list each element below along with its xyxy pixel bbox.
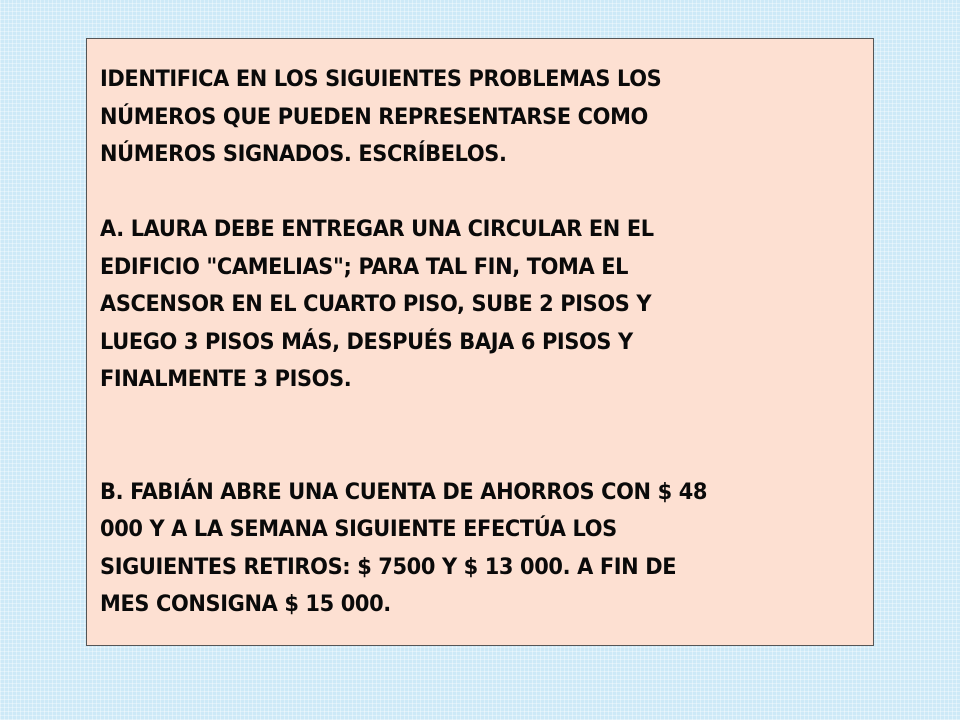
- instruction-line: IDENTIFICA EN LOS SIGUIENTES PROBLEMAS LOS: [100, 66, 662, 92]
- instruction-line: NÚMEROS QUE PUEDEN REPRESENTARSE COMO: [100, 103, 648, 130]
- problem-b-line: SIGUIENTES RETIROS: $ 7500 Y $ 13 000. A FIN DE: [100, 553, 677, 580]
- problem-a-line: A. LAURA DEBE ENTREGAR UNA CIRCULAR EN EL: [100, 216, 654, 242]
- problem-a-line: LUEGO 3 PISOS MÁS, DESPUÉS BAJA 6 PISOS Y: [100, 328, 633, 355]
- instruction-paragraph: [100, 61, 863, 174]
- slide-text: [100, 61, 863, 624]
- problem-a-line: FINALMENTE 3 PISOS.: [100, 366, 352, 392]
- problem-b-line: B. FABIÁN ABRE UNA CUENTA DE AHORROS CON $ 48: [100, 478, 708, 505]
- problem-b-line: 000 Y A LA SEMANA SIGUIENTE EFECTÚA LOS: [100, 516, 617, 542]
- content-box: [86, 38, 874, 646]
- problem-a-paragraph: [100, 211, 863, 399]
- problem-b-paragraph: [100, 474, 863, 624]
- problem-b-line: MES CONSIGNA $ 15 000.: [100, 591, 391, 617]
- paragraph-spacer: [100, 399, 863, 474]
- instruction-line: NÚMEROS SIGNADOS. ESCRÍBELOS.: [100, 141, 507, 167]
- paragraph-spacer: [100, 174, 863, 212]
- problem-a-line: EDIFICIO "CAMELIAS"; PARA TAL FIN, TOMA EL: [100, 253, 629, 280]
- problem-a-line: ASCENSOR EN EL CUARTO PISO, SUBE 2 PISOS Y: [100, 291, 652, 317]
